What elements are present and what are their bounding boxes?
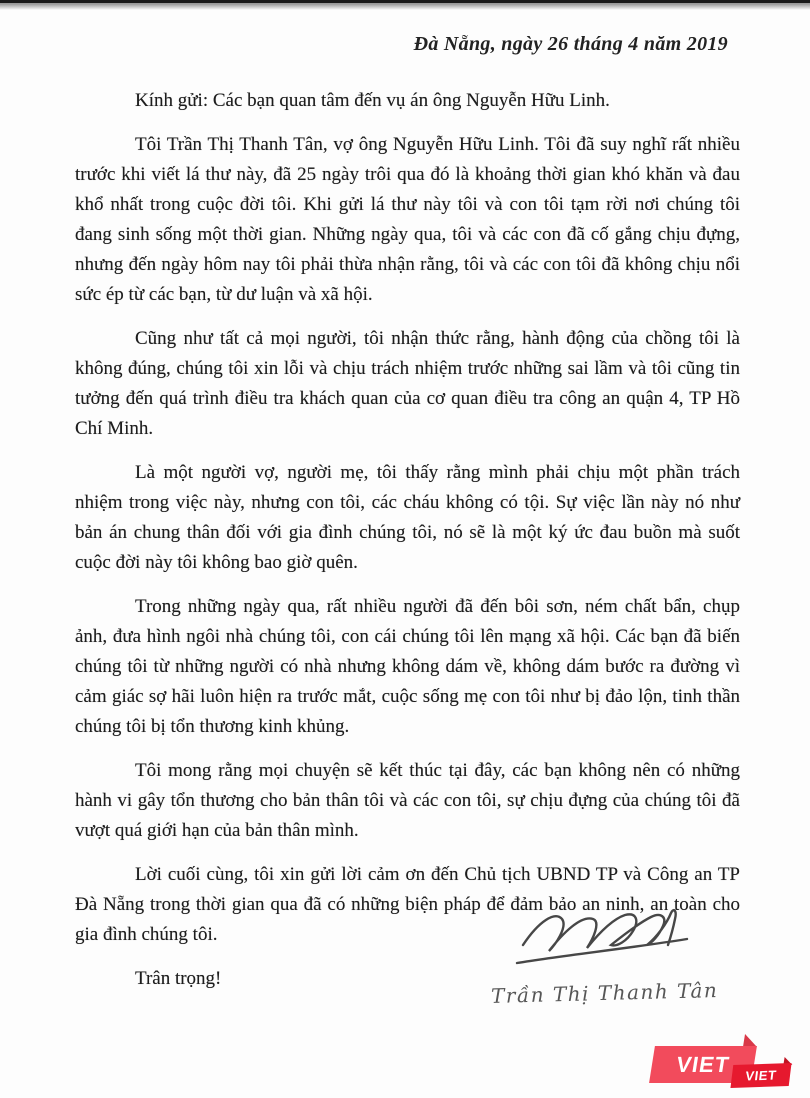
letter-paragraph: Là một người vợ, người mẹ, tôi thấy rằng mình phải chịu một phần trách nhiệm trong việc này, nhưng con tôi, các cháu không có tội. Sự việc lần này nó như bản án chung thân đối với gia đình chúng tôi, nó sẽ là một ký ức đau buồn mà suốt cuộc đời này tôi không bao giờ quên. bbox=[75, 462, 740, 573]
scan-top-edge bbox=[0, 0, 810, 10]
letter-salutation: Kính gửi: Các bạn quan tâm đến vụ án ông Nguyễn Hữu Linh. bbox=[135, 90, 610, 111]
signature-name: Trần Thị Thanh Tân bbox=[491, 978, 719, 1008]
viet-watermark-logo bbox=[628, 1038, 798, 1090]
letter-paragraph: Lời cuối cùng, tôi xin gửi lời cảm ơn đến Chủ tịch UBND TP và Công an TP Đà Nẵng trong thời gian qua đã có những biện pháp để đảm bảo an ninh, an toàn cho gia đình chúng tôi. bbox=[75, 864, 740, 945]
letter-paragraph: Trong những ngày qua, rất nhiều người đã đến bôi sơn, ném chất bẩn, chụp ảnh, đưa hình ngôi nhà chúng tôi, con cái chúng tôi lên mạng xã hội. Các bạn đã biến chúng tôi từ những người có nhà nhưng không dám về, không dám bước ra đường vì cảm giác sợ hãi luôn hiện ra trước mắt, cuộc sống mẹ con tôi như bị đảo lộn, tinh thần chúng tôi bị tổn thương kinh khủng. bbox=[75, 596, 740, 737]
letter-closing: Trân trọng! bbox=[135, 968, 222, 989]
viet-badge-large-label: VIET bbox=[674, 1051, 732, 1077]
signature-block bbox=[455, 895, 755, 1008]
viet-badge-small bbox=[730, 1063, 791, 1088]
letter-paragraph: Tôi mong rằng mọi chuyện sẽ kết thúc tại đây, các bạn không nên có những hành vi gây tổn thương cho bản thân tôi và các con tôi, sự chịu đựng của chúng tôi đã vượt quá giới hạn của bản thân mình. bbox=[75, 760, 740, 841]
letter-body bbox=[0, 56, 810, 994]
letter-paragraph: Tôi Trần Thị Thanh Tân, vợ ông Nguyễn Hữu Linh. Tôi đã suy nghĩ rất nhiều trước khi viết lá thư này, đã 25 ngày trôi qua đó là khoảng thời gian khó khăn và đau khổ nhất trong cuộc đời tôi. Khi gửi lá thư này tôi và con tôi tạm rời nơi chúng tôi đang sinh sống một thời gian. Những ngày qua, tôi và các con đã cố gắng chịu đựng, nhưng đến ngày hôm nay tôi phải thừa nhận rằng, tôi và các con tôi đã không chịu nổi sức ép từ các bạn, từ dư luận và xã hội. bbox=[75, 134, 740, 305]
handwritten-signature-scrawl bbox=[505, 895, 705, 975]
viet-badge-small-label: VIET bbox=[744, 1067, 778, 1084]
letter-dateline: Đà Nẵng, ngày 26 tháng 4 năm 2019 bbox=[413, 33, 728, 55]
letter-paragraph: Cũng như tất cả mọi người, tôi nhận thức rằng, hành động của chồng tôi là không đúng, chúng tôi xin lỗi và chịu trách nhiệm trước những sai lầm và tôi cũng tin tưởng đến quá trình điều tra khách quan của cơ quan điều tra công an quận 4, TP Hồ Chí Minh. bbox=[75, 328, 740, 439]
